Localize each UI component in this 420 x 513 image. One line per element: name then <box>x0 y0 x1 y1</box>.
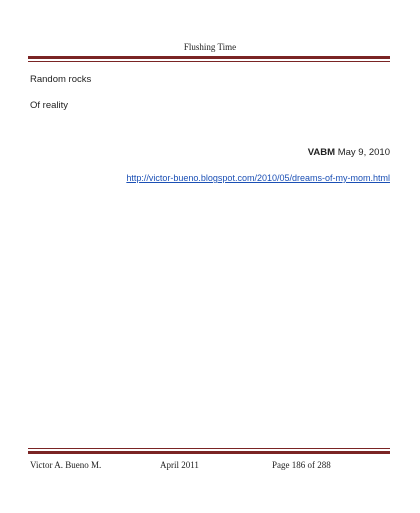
header-rule-thin <box>28 61 390 62</box>
signature <box>308 147 390 158</box>
poem-line-2: Of reality <box>30 100 69 111</box>
header-title: Flushing Time <box>183 42 237 52</box>
footer-page-number: Page 186 of 288 <box>272 460 331 470</box>
blog-link[interactable]: http://victor-bueno.blogspot.com/2010/05/dreams-of-my-mom.html <box>126 173 390 183</box>
footer-rule-thin <box>28 448 390 449</box>
footer-date: April 2011 <box>160 460 199 470</box>
header-rule-thick <box>28 56 390 59</box>
signature-date: May 9, 2010 <box>337 147 390 158</box>
poem-line-1: Random rocks <box>30 74 92 85</box>
footer-author: Victor A. Bueno M. <box>30 460 102 470</box>
signature-author: VABM <box>307 147 336 158</box>
footer-rule-thick <box>28 451 390 454</box>
